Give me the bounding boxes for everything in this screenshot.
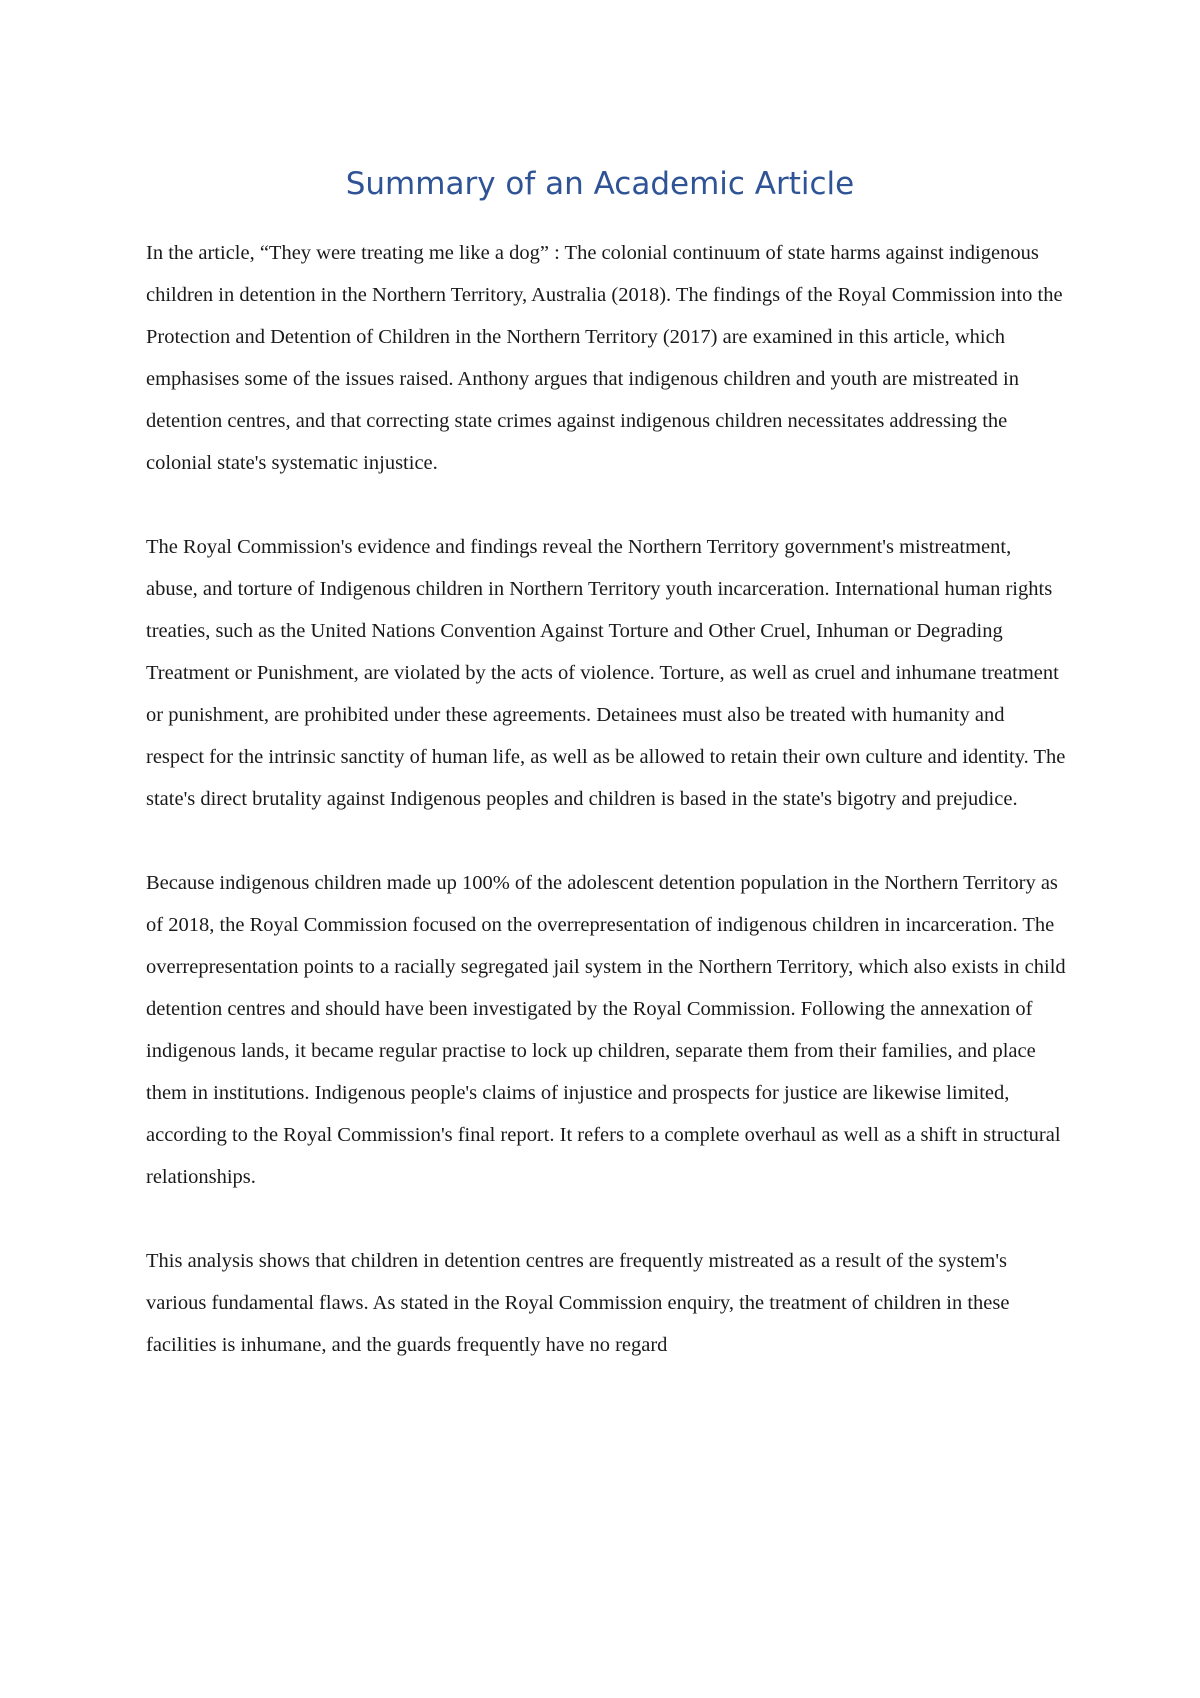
paragraph-3: Because indigenous children made up 100% of the adolescent detention population in the Northern Territory as of 2018, the Royal Commission focused on the overrepresentation of indigenous children in incarceration. The overrepresentation points to a racially segregated jail system in the Northern Territory, which also exists in child detention centres and should have been investigated by the Royal Commission. Following the annexation of indigenous lands, it became regular practise to lock up children, separate them from their families, and place them in institutions. Indigenous people's claims of injustice and prospects for justice are likewise limited, according to the Royal Commission's final report. It refers to a complete overhaul as well as a shift in structural relationships.: [146, 872, 1066, 1188]
paragraph-1: In the article, “They were treating me like a dog” : The colonial continuum of state harms against indigenous children in detention in the Northern Territory, Australia (2018). The findings of the Royal Commission into the Protection and Detention of Children in the Northern Territory (2017) are examined in this article, which emphasises some of the issues raised. Anthony argues that indigenous children and youth are mistreated in detention centres, and that correcting state crimes against indigenous children necessitates addressing the colonial state's systematic injustice.: [146, 242, 1063, 474]
document-body: [146, 232, 1066, 1408]
document-title: Summary of an Academic Article: [345, 166, 855, 202]
paragraph-2: The Royal Commission's evidence and findings reveal the Northern Territory government's mistreatment, abuse, and torture of Indigenous children in Northern Territory youth incarceration. International human rights treaties, such as the United Nations Convention Against Torture and Other Cruel, Inhuman or Degrading Treatment or Punishment, are violated by the acts of violence. Torture, as well as cruel and inhumane treatment or punishment, are prohibited under these agreements. Detainees must also be treated with humanity and respect for the intrinsic sanctity of human life, as well as be allowed to retain their own culture and identity. The state's direct brutality against Indigenous peoples and children is based in the state's bigotry and prejudice.: [146, 536, 1066, 810]
paragraph-4: This analysis shows that children in detention centres are frequently mistreated as a result of the system's various fundamental flaws. As stated in the Royal Commission enquiry, the treatment of children in these facilities is inhumane, and the guards frequently have no regard: [146, 1250, 1010, 1356]
